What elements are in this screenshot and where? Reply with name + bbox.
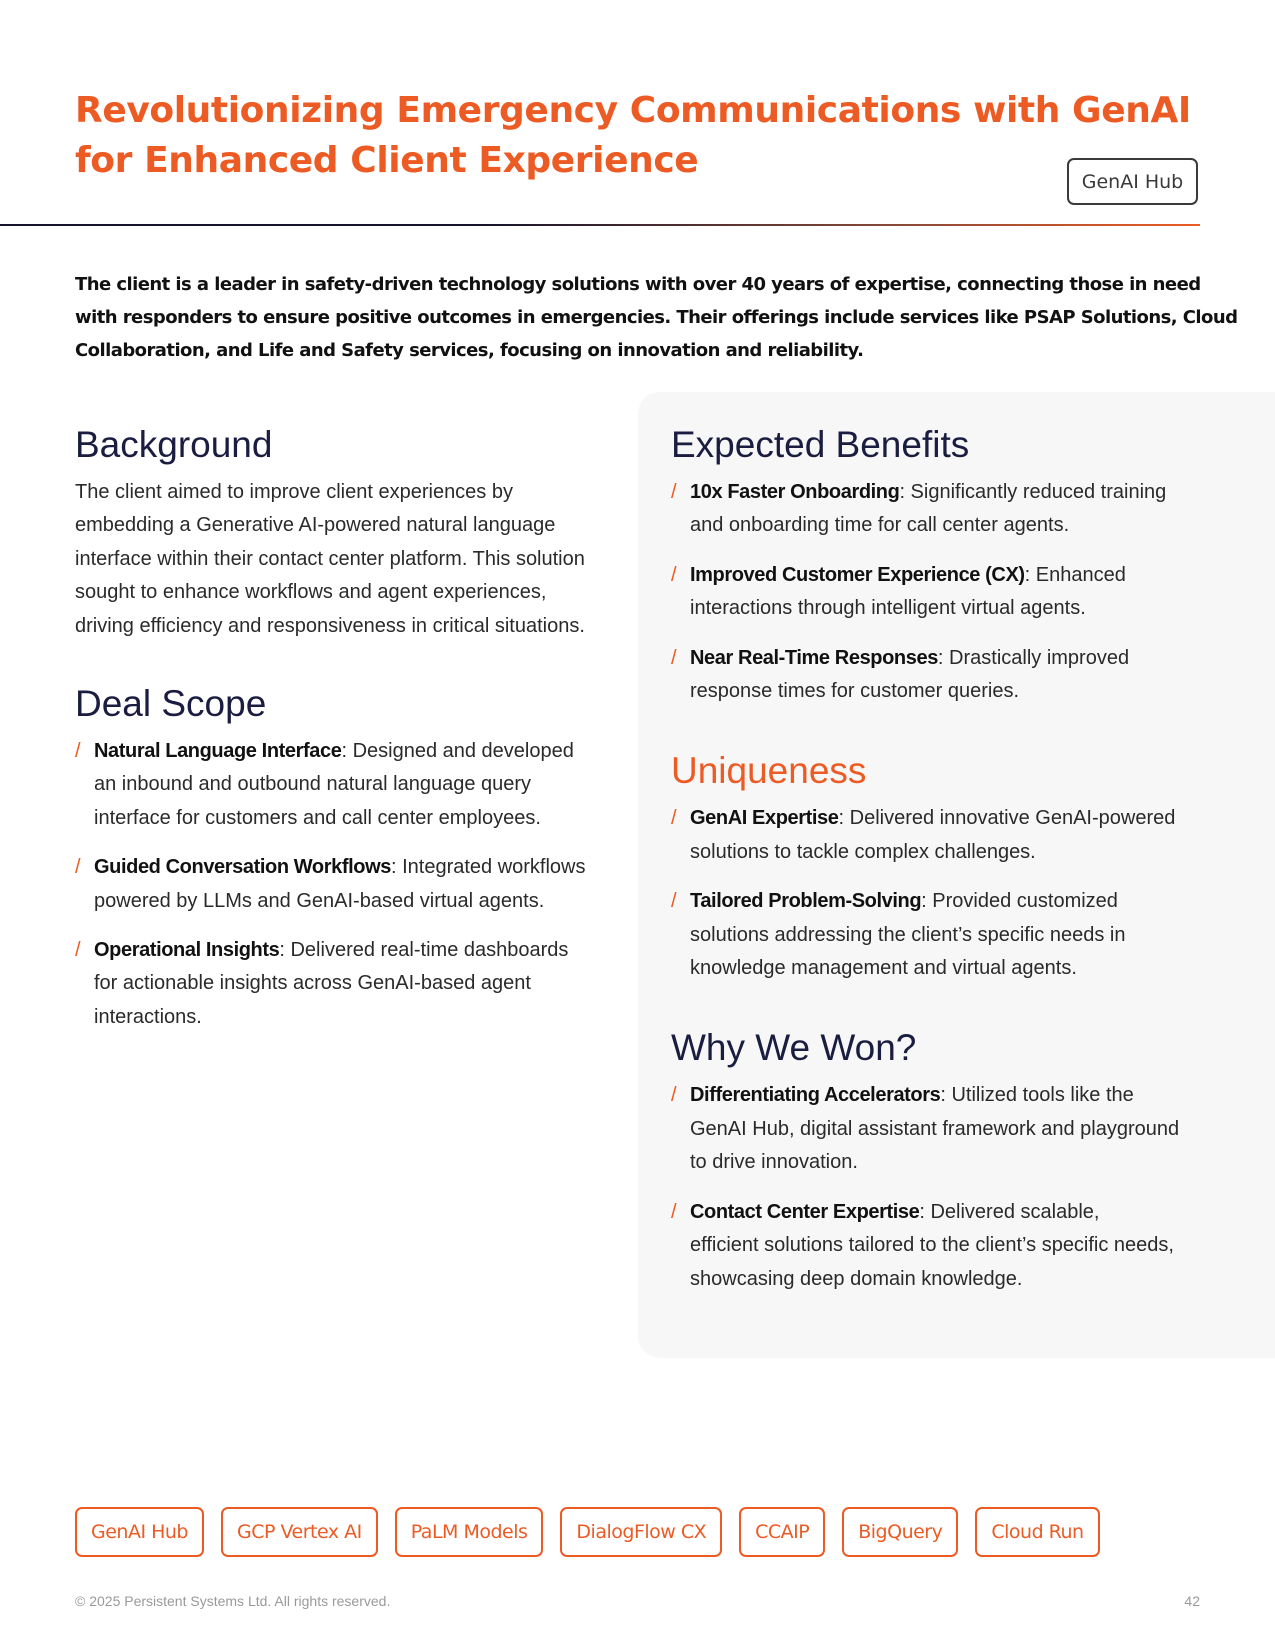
- item-text: for actionable insights across GenAI-based agent: [94, 972, 531, 995]
- item-title: Improved Customer Experience (CX): [690, 563, 1025, 586]
- copyright-notice: © 2025 Persistent Systems Ltd. All rights reserved.: [75, 1593, 391, 1609]
- intro-line: The client is a leader in safety-driven technology solutions with over 40 years of expertise, connecting those in need: [75, 274, 1201, 295]
- expected-benefits-heading: Expected Benefits: [671, 424, 970, 465]
- item-text: showcasing deep domain knowledge.: [690, 1267, 1023, 1290]
- intro-line: Collaboration, and Life and Safety services, focusing on innovation and reliability.: [75, 340, 864, 361]
- title-line-2: for Enhanced Client Experience: [75, 140, 699, 181]
- item-text: : Delivered innovative GenAI-powered: [838, 807, 1176, 830]
- item-text: powered by LLMs and GenAI-based virtual agents.: [94, 889, 545, 912]
- item-text: solutions addressing the client’s specific needs in: [690, 923, 1126, 946]
- why-we-won-heading: Why We Won?: [671, 1027, 917, 1069]
- background-line: embedding a Generative AI-powered natural language: [75, 514, 556, 537]
- list-item: [671, 1196, 1211, 1296]
- item-text: response times for customer queries.: [690, 680, 1020, 703]
- bullet-slash: /: [671, 646, 677, 669]
- title-line-1: Revolutionizing Emergency Communications with GenAI: [75, 90, 1191, 131]
- bullet-slash: /: [671, 890, 677, 913]
- item-text: : Utilized tools like the: [940, 1084, 1134, 1107]
- list-item: [75, 735, 615, 835]
- item-text: interactions through intelligent virtual agents.: [690, 597, 1086, 620]
- list-item: [671, 476, 1211, 543]
- item-text: an inbound and outbound natural language query: [94, 773, 532, 796]
- item-title: Differentiating Accelerators: [690, 1084, 941, 1107]
- item-text: GenAI Hub, digital assistant framework and playground: [690, 1117, 1180, 1140]
- list-item: [75, 851, 615, 918]
- item-text: : Delivered scalable,: [919, 1200, 1100, 1223]
- item-text: : Provided customized: [921, 890, 1118, 913]
- background-line: sought to enhance workflows and agent experiences,: [75, 581, 547, 604]
- bullet-slash: /: [75, 856, 81, 879]
- item-text: efficient solutions tailored to the client’s specific needs,: [690, 1234, 1174, 1257]
- item-text: : Enhanced: [1024, 563, 1126, 586]
- bullet-slash: /: [671, 1084, 677, 1107]
- item-text: : Drastically improved: [937, 646, 1130, 669]
- technology-tags: [75, 1507, 1100, 1557]
- item-title: Near Real-Time Responses: [690, 646, 938, 669]
- background-line: interface within their contact center platform. This solution: [75, 547, 585, 570]
- item-title: GenAI Expertise: [690, 807, 839, 830]
- right-column: [671, 420, 1211, 1296]
- deal-scope-heading: Deal Scope: [75, 683, 267, 725]
- list-item: [671, 1079, 1211, 1179]
- page-title: [75, 86, 1195, 186]
- item-title: Tailored Problem-Solving: [690, 890, 922, 913]
- item-title: 10x Faster Onboarding: [690, 481, 900, 503]
- item-text: : Designed and developed: [341, 740, 574, 763]
- why-we-won-list: [671, 1079, 1211, 1295]
- tag-cloud-run: Cloud Run: [975, 1507, 1099, 1557]
- page-number: 42: [1184, 1593, 1200, 1609]
- deal-scope-list: [75, 735, 615, 1034]
- tag-ccaip: CCAIP: [739, 1507, 825, 1557]
- bullet-slash: /: [75, 740, 81, 763]
- item-text: : Significantly reduced training: [899, 481, 1167, 503]
- list-item: [671, 885, 1211, 985]
- intro-line: with responders to ensure positive outcomes in emergencies. Their offerings include services like PSAP Solutions, Cloud: [75, 307, 1238, 328]
- category-tag: GenAI Hub: [1067, 158, 1198, 205]
- item-text: knowledge management and virtual agents.: [690, 957, 1077, 980]
- background-heading: Background: [75, 424, 273, 465]
- item-text: interface for customers and call center employees.: [94, 806, 541, 829]
- item-text: solutions to tackle complex challenges.: [690, 840, 1036, 863]
- item-title: Natural Language Interface: [94, 740, 342, 763]
- item-text: to drive innovation.: [690, 1151, 858, 1174]
- item-title: Contact Center Expertise: [690, 1200, 920, 1223]
- list-item: [671, 802, 1211, 869]
- item-title: Guided Conversation Workflows: [94, 856, 391, 879]
- header-divider: [0, 224, 1200, 226]
- tag-dialogflow-cx: DialogFlow CX: [560, 1507, 722, 1557]
- background-line: The client aimed to improve client experiences by: [75, 481, 513, 503]
- intro-paragraph: [75, 268, 1238, 367]
- bullet-slash: /: [671, 807, 677, 830]
- uniqueness-heading: Uniqueness: [671, 750, 867, 792]
- tag-bigquery: BigQuery: [842, 1507, 958, 1557]
- item-text: and onboarding time for call center agents.: [690, 514, 1070, 537]
- bullet-slash: /: [671, 563, 677, 586]
- list-item: [671, 559, 1211, 626]
- tag-gcp-vertex-ai: GCP Vertex AI: [221, 1507, 378, 1557]
- list-item: [671, 642, 1211, 709]
- item-text: : Delivered real-time dashboards: [279, 939, 569, 962]
- bullet-slash: /: [671, 1200, 677, 1223]
- uniqueness-list: [671, 802, 1211, 985]
- background-paragraph: [75, 476, 615, 643]
- background-line: driving efficiency and responsiveness in critical situations.: [75, 614, 585, 637]
- bullet-slash: /: [75, 939, 81, 962]
- expected-benefits-list: [671, 476, 1211, 708]
- item-title: Operational Insights: [94, 939, 280, 962]
- bullet-slash: /: [671, 481, 677, 503]
- left-column: [75, 420, 615, 1034]
- item-text: : Integrated workflows: [390, 856, 586, 879]
- list-item: [75, 934, 615, 1034]
- tag-palm-models: PaLM Models: [395, 1507, 544, 1557]
- item-text: interactions.: [94, 1005, 202, 1028]
- tag-genai-hub: GenAI Hub: [75, 1507, 204, 1557]
